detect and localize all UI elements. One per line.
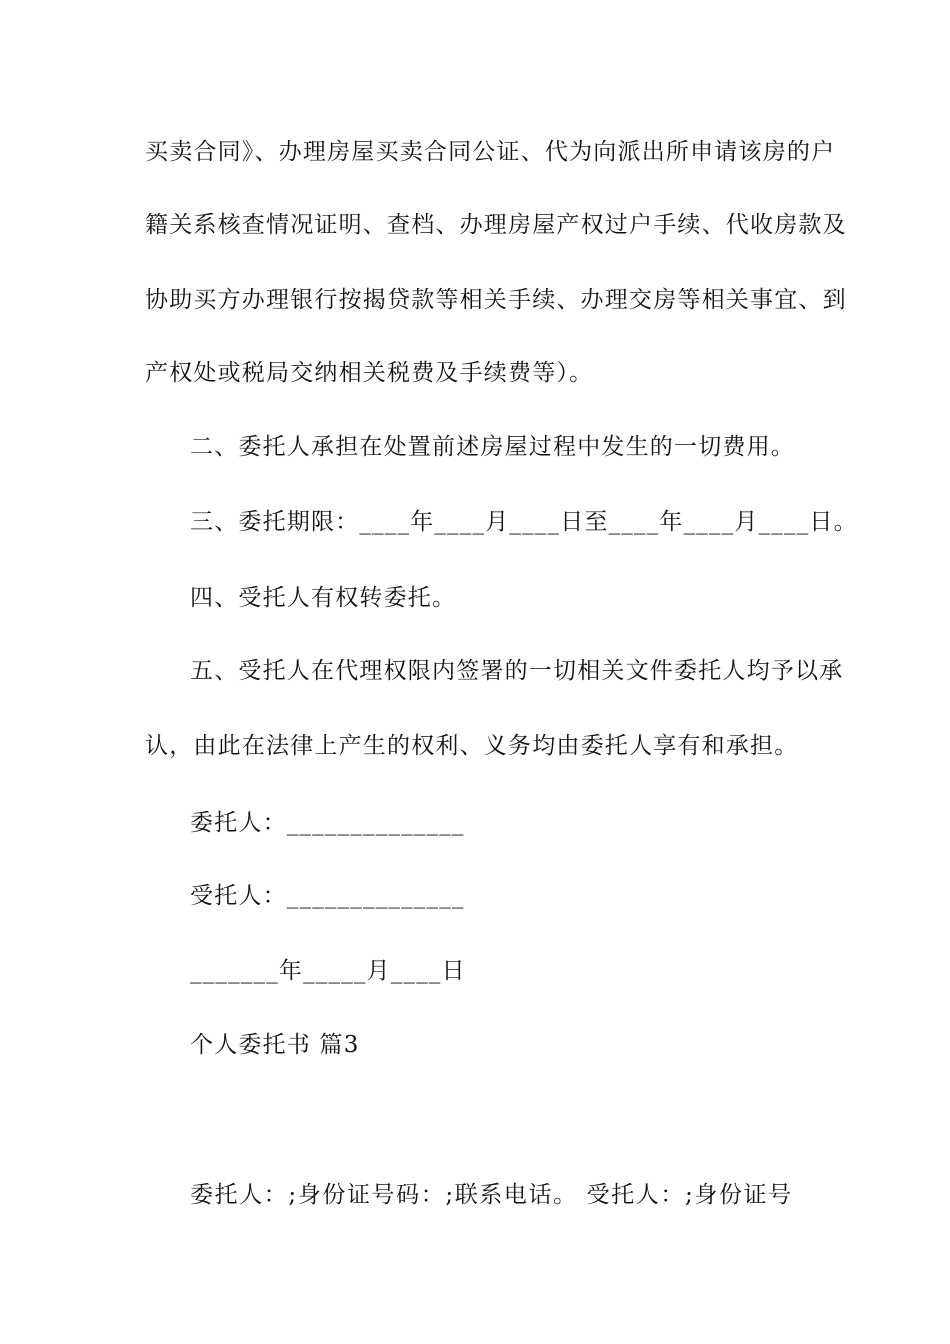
clause-five: 五、受托人在代理权限内签署的一切相关文件委托人均予以承: [190, 658, 844, 684]
section-heading: 个人委托书 篇3: [190, 1032, 360, 1058]
paragraph-line: 产权处或税局交纳相关税费及手续费等）。: [145, 360, 594, 386]
principal-signature-line: 委托人：______________: [190, 810, 465, 836]
clause-five-continued: 认，由此在法律上产生的权利、义务均由委托人享有和承担。: [145, 733, 799, 759]
date-line: _______年_____月____日: [190, 958, 466, 984]
paragraph-line: 协助买方办理银行按揭贷款等相关手续、办理交房等相关事宜、到: [145, 287, 847, 313]
clause-three-term: 三、委托期限：____年____月____日至____年____月____日。: [190, 509, 858, 535]
party-info-line: 委托人：;身份证号码：;联系电话。 受托人：;身份证号: [190, 1182, 793, 1208]
agent-signature-line: 受托人：______________: [190, 883, 465, 909]
paragraph-line: 籍关系核查情况证明、查档、办理房屋产权过户手续、代收房款及: [145, 212, 847, 238]
clause-four: 四、受托人有权转委托。: [190, 585, 457, 611]
paragraph-line: 买卖合同》、办理房屋买卖合同公证、代为向派出所申请该房的户: [145, 139, 836, 165]
clause-two: 二、委托人承担在处置前述房屋过程中发生的一切费用。: [190, 434, 795, 460]
